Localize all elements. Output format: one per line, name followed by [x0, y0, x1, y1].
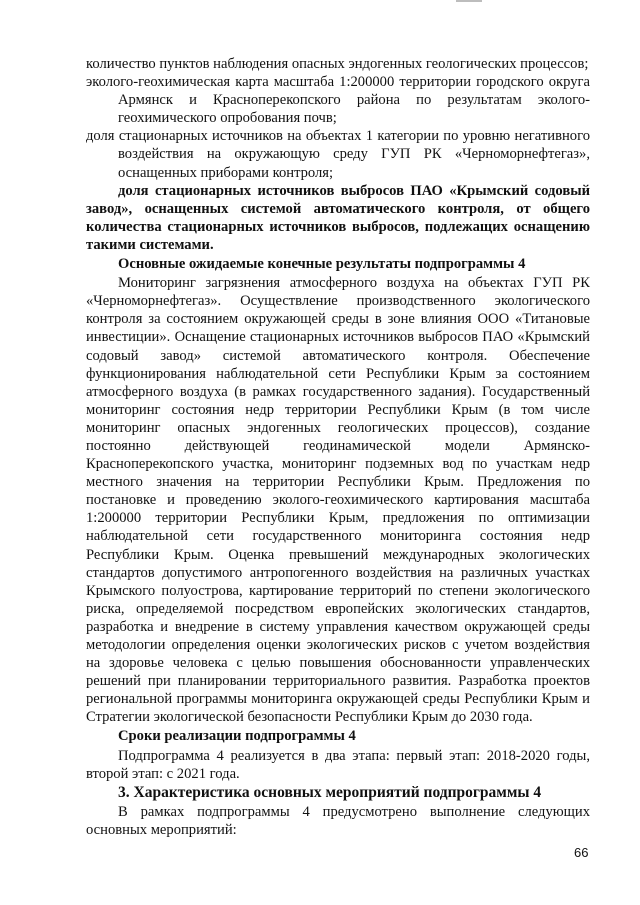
page-number: 66 [574, 845, 589, 860]
indicator-item-1: количество пунктов наблюдения опасных эндогенных геологических процессов; [86, 56, 589, 72]
results-paragraph: Мониторинг загрязнения атмосферного воздуха на объектах ГУП РК «Черноморнефтегаз». Осуществление производственного экологического контроля за состоянием окружающей среды в зоне влияния ООО «Титановые инвестиции». Оснащение стационарных источников выбросов ПАО «Крымский содовый завод» системой автоматического контроля. Обеспечение функционирования наблюдательной сети Республики Крым за состоянием атмосферного воздуха (в рамках государственного задания). Государственный мониторинг состояния недр территории Республики Крым (в том числе мониторинг опасных эндогенных геологических процессов), создание постоянно действующей геодинамической модели Армянско-Красноперекопского участка, мониторинг подземных вод по участкам недр местного значения на территории Республики Крым. Предложения по постановке и проведению эколого-геохимического картирования масштаба 1:200000 территории Республики Крым, предложения по оптимизации наблюдательной сети государственного мониторинга состояния недр Республики Крым. Оценка превышений международных экологических стандартов допустимого антропогенного воздействия на различных участках Крымского полуострова, картирование территорий по степени экологического риска, определяемой посредством европейских экологических стандартов, разработка и внедрение в систему управления качеством окружающей среды методологии определения оценки экологических рисков с учетом воздействия на здоровье человека с целью повышения обоснованности управленческих решений при планировании территориального развития. Разработка проектов региональной программы мониторинга окружающей среды Республики Крым и Стратегии экологической безопасности Республики Крым до 2030 года. [86, 275, 590, 726]
section-3-paragraph: В рамках подпрограммы 4 предусмотрено выполнение следующих основных мероприятий: [86, 803, 590, 838]
timing-paragraph: Подпрограмма 4 реализуется в два этапа: первый этап: 2018-2020 годы, второй этап: с 2021 года. [86, 747, 590, 782]
document-page [86, 55, 590, 839]
timing-heading: Сроки реализации подпрограммы 4 [118, 728, 356, 745]
indicator-item-3: доля стационарных источников на объектах 1 категории по уровню негативного воздействия на окружающую среду ГУП РК «Черноморнефтегаз», оснащенных приборами контроля; [86, 128, 590, 181]
indicator-item-2: эколого-геохимическая карта масштаба 1:200000 территории городского округа Армянск и Красноперекопского района по результатам эколого-геохимического опробования почв; [86, 74, 590, 127]
scan-mark [456, 0, 482, 2]
indicator-item-4: доля стационарных источников выбросов ПАО «Крымский содовый завод», оснащенных системой автоматического контроля, от общего количества стационарных источников выбросов, подлежащих оснащению такими системами. [86, 182, 590, 253]
results-heading: Основные ожидаемые конечные результаты подпрограммы 4 [118, 256, 526, 273]
section-3-heading: 3. Характеристика основных мероприятий подпрограммы 4 [118, 783, 542, 801]
